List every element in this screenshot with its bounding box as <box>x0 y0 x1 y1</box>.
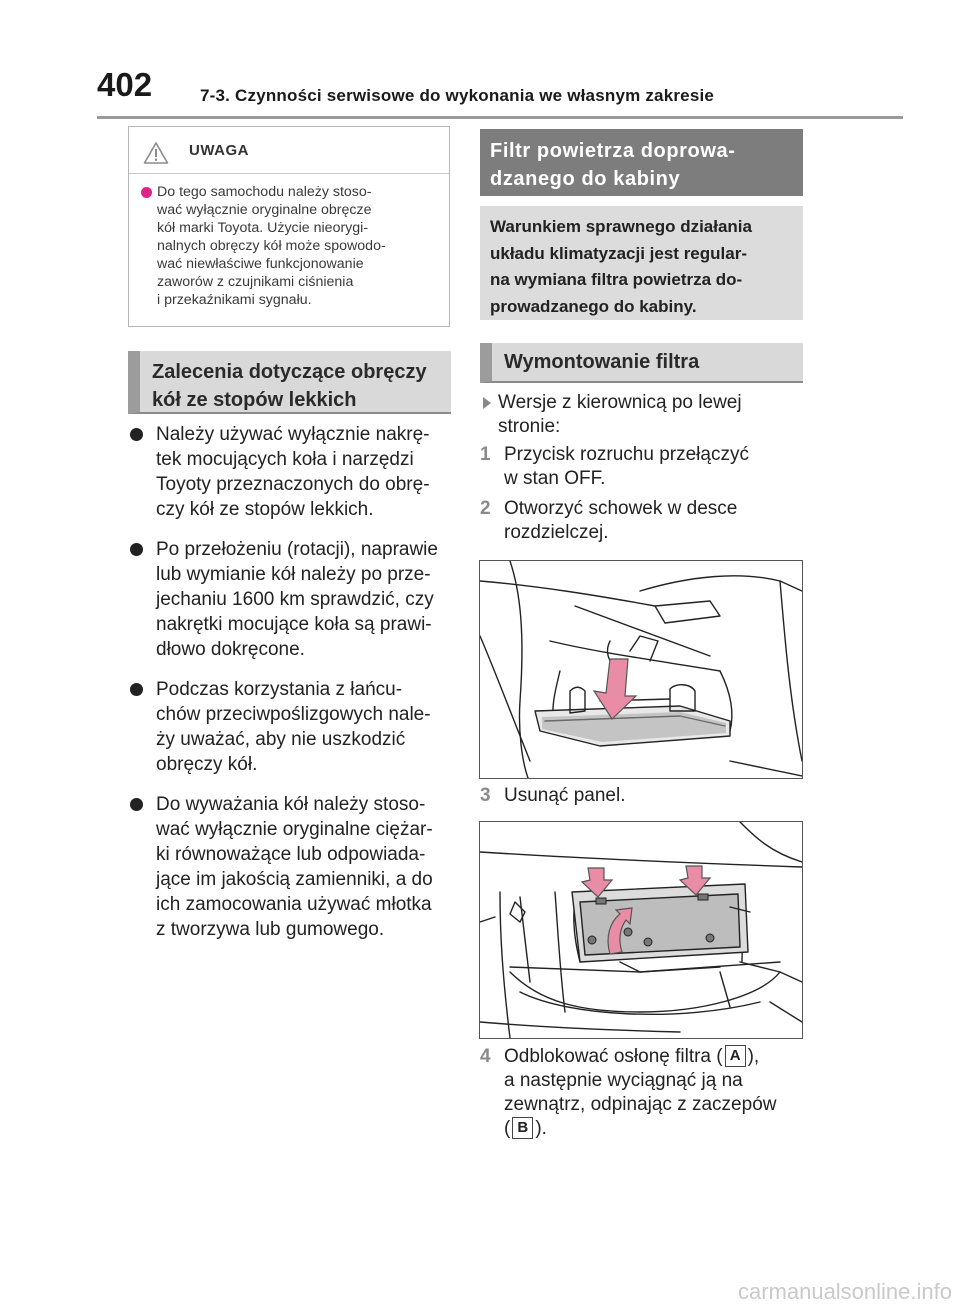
list-line: Podczas korzystania z łańcu- <box>156 679 403 700</box>
list-line: czy kół ze stopów lekkich. <box>156 499 374 520</box>
variant-note <box>480 391 810 439</box>
bullet-dot <box>130 798 143 811</box>
step-text: Odblokować osłonę filtra ( <box>504 1046 723 1067</box>
step-line: w stan OFF. <box>504 468 606 489</box>
list-line: nakrętki mocujące koła są prawi- <box>156 614 432 635</box>
list-line: Do wyważania kół należy stoso- <box>156 794 426 815</box>
intro-line: Warunkiem sprawnego działania <box>490 217 752 236</box>
list-item <box>128 792 458 942</box>
step-number: 2 <box>480 498 491 519</box>
list-line: ich zamocowania używać młotka <box>156 894 432 915</box>
step-line: Usunąć panel. <box>504 785 626 806</box>
warning-line: wać wyłącznie oryginalne obręcze <box>157 202 372 218</box>
warning-body <box>141 183 441 309</box>
list-line: lub wymianie kół należy po prze- <box>156 564 431 585</box>
list-line: jechaniu 1600 km sprawdzić, czy <box>156 589 434 610</box>
heading-line: Wymontowanie filtra <box>504 351 700 373</box>
step-line: Otworzyć schowek w desce <box>504 498 738 519</box>
header-rule <box>97 116 903 119</box>
list-line: z tworzywa lub gumowego. <box>156 919 385 940</box>
step-number: 4 <box>480 1046 491 1067</box>
heading-line: kół ze stopów lekkich <box>152 389 357 411</box>
list-line: ży uważać, aby nie uszkodzić <box>156 729 406 750</box>
bullet-dot <box>130 683 143 696</box>
intro-line: na wymiana filtra powietrza do- <box>490 270 743 289</box>
section-heading-alloy-wheels <box>128 351 451 414</box>
warning-line: i przekaźnikami sygnału. <box>157 292 312 308</box>
label-a: A <box>725 1045 746 1067</box>
warning-line: kół marki Toyota. Użycie nieorygi- <box>157 220 369 236</box>
list-item <box>128 537 458 662</box>
warning-box <box>128 126 450 327</box>
intro-line: prowadzanego do kabiny. <box>490 296 697 316</box>
step-text: ( <box>504 1118 511 1139</box>
step-1 <box>480 443 810 491</box>
list-item <box>128 677 458 777</box>
variant-line: Wersje z kierownicą po lewej <box>498 392 742 413</box>
bullet-dot <box>130 428 143 441</box>
step-line: rozdzielczej. <box>504 522 609 543</box>
warning-line: Do tego samochodu należy stoso- <box>157 184 372 200</box>
illustration-open-glovebox <box>479 560 803 779</box>
list-line: ki równoważące lub odpowiada- <box>156 844 426 865</box>
warning-header <box>129 127 449 174</box>
list-line: obręczy kół. <box>156 754 258 775</box>
step-line: zewnątrz, odpinając z zaczepów <box>504 1094 777 1115</box>
warning-triangle-icon <box>143 141 169 165</box>
step-text: ). <box>535 1118 547 1139</box>
list-line: Toyoty przeznaczonych do obrę- <box>156 474 430 495</box>
heading-line: Zalecenia dotyczące obręczy <box>152 361 427 383</box>
glovebox-drawing <box>480 561 802 778</box>
step-2 <box>480 497 810 545</box>
list-line: Należy używać wyłącznie nakrę- <box>156 424 430 445</box>
bullet-dot <box>130 543 143 556</box>
triangle-bullet-icon <box>483 397 491 409</box>
warning-line: nalnych obręczy kół może spowodo- <box>157 238 386 254</box>
warning-line: wać niewłaściwe funkcjonowanie <box>157 256 364 272</box>
alloy-wheel-bullets <box>128 422 458 957</box>
bullet-dot <box>141 187 152 198</box>
watermark: carmanualsonline.info <box>737 1279 952 1304</box>
step-4 <box>480 1045 810 1141</box>
intro-box <box>480 206 803 320</box>
title-line: dzanego do kabiny <box>490 168 681 190</box>
list-line: jące im jakością zamienniki, a do <box>156 869 433 890</box>
step-line: a następnie wyciągnąć ją na <box>504 1070 743 1091</box>
list-item <box>128 422 458 522</box>
list-line: dłowo dokręcone. <box>156 639 305 660</box>
chapter-title: 7-3. Czynności serwisowe do wykonania we własnym zakresie <box>200 86 715 105</box>
title-line: Filtr powietrza doprowa- <box>490 140 736 162</box>
list-line: wać wyłącznie oryginalne ciężar- <box>156 819 433 840</box>
illustration-filter-cover <box>479 821 803 1039</box>
step-number: 3 <box>480 785 491 806</box>
list-line: Po przełożeniu (rotacji), naprawie <box>156 539 438 560</box>
page-number: 402 <box>97 66 153 103</box>
step-3 <box>480 784 810 808</box>
intro-line: układu klimatyzacji jest regular- <box>490 243 747 263</box>
filter-cover-drawing <box>480 822 802 1038</box>
list-line: chów przeciwpoślizgowych nale- <box>156 704 431 725</box>
warning-title: UWAGA <box>189 142 249 159</box>
label-b: B <box>512 1117 533 1139</box>
step-text: ), <box>747 1046 760 1067</box>
step-number: 1 <box>480 444 491 465</box>
step-line: Przycisk rozruchu przełączyć <box>504 444 749 465</box>
warning-line: zaworów z czujnikami ciśnienia <box>157 274 354 290</box>
list-line: tek mocujących koła i narzędzi <box>156 449 414 470</box>
section-heading-filter-removal <box>480 343 803 383</box>
variant-line: stronie: <box>498 416 561 437</box>
section-title-cabin-filter <box>480 129 803 196</box>
